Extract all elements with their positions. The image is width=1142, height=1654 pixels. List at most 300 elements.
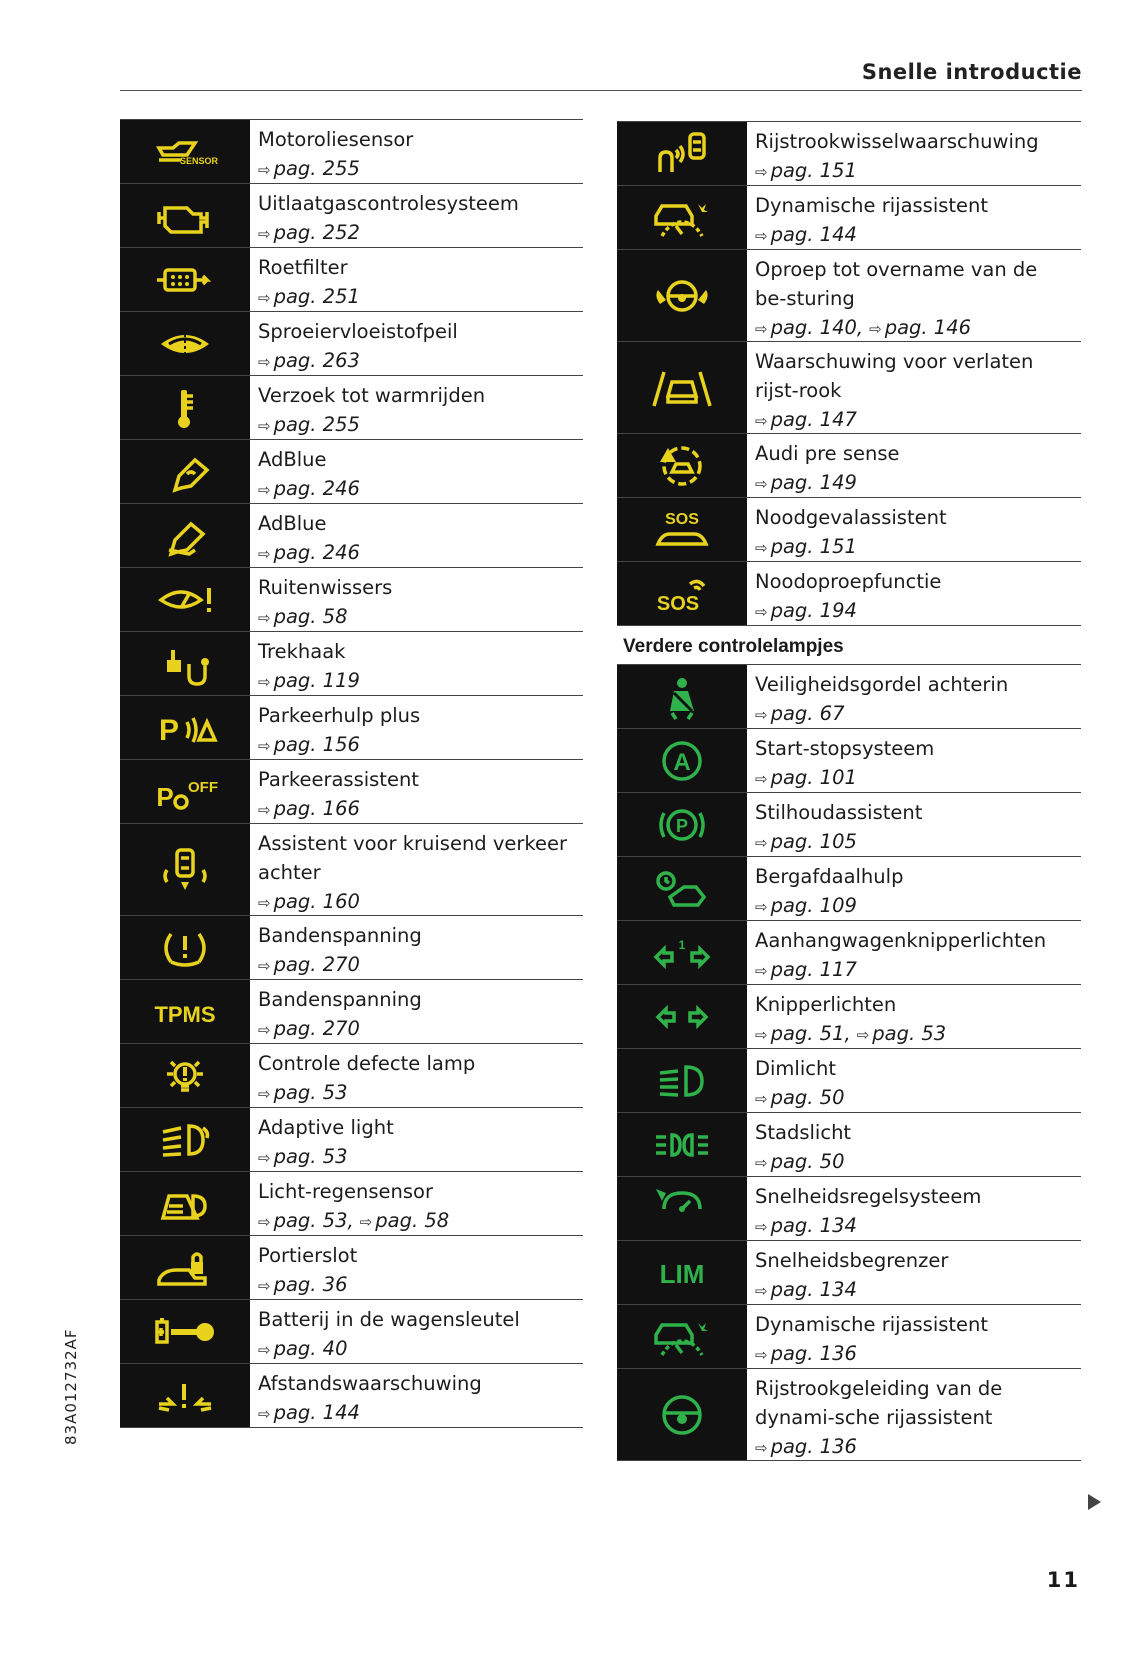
page-reference-link[interactable]: pag. 151	[770, 159, 857, 182]
indicator-label: AdBlue	[258, 512, 327, 535]
lane-guidance-icon	[617, 1369, 747, 1460]
reference-arrow-icon: ⇨	[755, 1346, 768, 1364]
indicator-entry	[120, 568, 583, 632]
wiper-warning-icon	[120, 568, 250, 631]
reference-arrow-icon: ⇨	[869, 320, 882, 338]
reference-arrow-icon: ⇨	[755, 603, 768, 621]
page-reference-link[interactable]: pag. 67	[770, 702, 845, 725]
reference-arrow-icon: ⇨	[755, 475, 768, 493]
indicator-label: AdBlue	[258, 448, 327, 471]
indicator-label: Afstandswaarschuwing	[258, 1372, 482, 1395]
indicator-entry	[617, 1241, 1081, 1305]
indicator-entry	[617, 562, 1081, 626]
page-reference[interactable]	[258, 730, 575, 761]
page-reference-link[interactable]: pag. 246	[273, 541, 360, 564]
indicator-label: Batterij in de wagensleutel	[258, 1308, 520, 1331]
reference-arrow-icon: ⇨	[258, 1213, 271, 1231]
page-reference-link[interactable]: pag. 144	[770, 223, 857, 246]
reference-arrow-icon: ⇨	[755, 1218, 768, 1236]
indicator-label: Adaptive light	[258, 1116, 394, 1139]
indicator-entry	[120, 1300, 583, 1364]
reference-arrow-icon: ⇨	[856, 1026, 870, 1044]
indicator-description	[250, 696, 583, 759]
page-reference[interactable]	[258, 1142, 575, 1173]
hold-assist-icon	[617, 793, 747, 856]
page-reference-link[interactable]: pag. 136	[770, 1435, 857, 1458]
svg-text:P: P	[675, 815, 689, 836]
indicator-entry	[617, 186, 1081, 250]
page-number: 11	[1046, 1568, 1080, 1592]
indicator-description	[747, 186, 1081, 249]
indicator-label: Dimlicht	[755, 1057, 836, 1080]
page-reference-link[interactable]: pag. 134	[770, 1214, 857, 1237]
page-reference[interactable]	[755, 532, 1073, 563]
indicator-label: Motoroliesensor	[258, 128, 414, 151]
page-reference-link[interactable]: pag. 50	[770, 1150, 845, 1173]
page-reference[interactable]	[258, 1398, 575, 1429]
page-reference[interactable]	[258, 538, 575, 569]
park-assistant-off-icon	[120, 760, 250, 823]
reference-arrow-icon: ⇨	[258, 417, 271, 435]
indicator-label: Dynamische rijassistent	[755, 1313, 989, 1336]
indicator-entry	[617, 434, 1081, 498]
reference-arrow-icon: ⇨	[755, 706, 768, 724]
reference-arrow-icon: ⇨	[258, 161, 271, 179]
section-heading: Verdere controlelampjes	[617, 626, 1081, 665]
page-reference-link[interactable]: pag. 144	[273, 1401, 360, 1424]
indicator-description	[250, 184, 583, 247]
lane-change-warning-icon	[617, 122, 747, 185]
page-reference-link[interactable]: pag. 53,	[273, 1209, 354, 1232]
indicator-description	[747, 1369, 1081, 1460]
indicator-description	[250, 1172, 583, 1235]
page-reference[interactable]	[258, 154, 575, 185]
indicator-description	[747, 1113, 1081, 1176]
indicator-description	[250, 1044, 583, 1107]
page-reference[interactable]	[258, 794, 575, 825]
dynamic-assist-icon	[617, 186, 747, 249]
page-reference[interactable]	[755, 763, 1073, 794]
reference-arrow-icon: ⇨	[755, 320, 768, 338]
reference-arrow-icon: ⇨	[755, 834, 768, 852]
indicator-description	[250, 376, 583, 439]
indicator-label: Snelheidsregelsysteem	[755, 1185, 982, 1208]
indicator-entry	[120, 248, 583, 312]
svg-text:A: A	[673, 748, 691, 776]
indicator-entry	[120, 1236, 583, 1300]
adblue-icon	[120, 440, 250, 503]
page-reference-link[interactable]: pag. 53	[273, 1145, 348, 1168]
page-reference[interactable]	[258, 474, 575, 505]
page-reference-link[interactable]: pag. 194	[770, 599, 857, 622]
page-reference[interactable]	[258, 218, 575, 249]
page-reference-link[interactable]: pag. 101	[770, 766, 857, 789]
reference-arrow-icon: ⇨	[755, 163, 768, 181]
page-reference[interactable]	[755, 891, 1073, 922]
indicator-label: Stilhoudassistent	[755, 801, 923, 824]
indicator-label: Parkeerhulp plus	[258, 704, 421, 727]
reference-arrow-icon: ⇨	[755, 227, 768, 245]
document-code: 83A012732AF	[62, 1328, 80, 1445]
indicator-entry	[120, 376, 583, 440]
indicator-label: Bandenspanning	[258, 924, 422, 947]
adaptive-light-icon	[120, 1108, 250, 1171]
page-reference-link[interactable]: pag. 255	[273, 157, 360, 180]
page-reference-link[interactable]: pag. 119	[273, 669, 360, 692]
page-reference[interactable]	[755, 955, 1073, 986]
indicator-entry	[120, 696, 583, 760]
indicator-entry	[120, 312, 583, 376]
reference-arrow-icon: ⇨	[258, 1277, 271, 1295]
indicator-entry	[617, 985, 1081, 1049]
svg-text:P: P	[156, 781, 174, 812]
page-reference-link[interactable]: pag. 53	[273, 1081, 348, 1104]
page-reference[interactable]	[755, 156, 1073, 187]
indicator-entry	[617, 921, 1081, 985]
page-reference-link[interactable]: pag. 58	[375, 1209, 450, 1232]
page-reference-link[interactable]: pag. 140,	[770, 316, 864, 339]
other-indicator-group	[617, 665, 1081, 1461]
page-reference[interactable]	[755, 1275, 1073, 1306]
indicator-label: Stadslicht	[755, 1121, 852, 1144]
reference-arrow-icon: ⇨	[359, 1213, 373, 1231]
indicator-description	[747, 250, 1081, 341]
indicator-description	[747, 562, 1081, 625]
reference-arrow-icon: ⇨	[258, 1021, 271, 1039]
page-reference[interactable]	[258, 950, 575, 981]
indicator-entry	[120, 504, 583, 568]
reference-arrow-icon: ⇨	[755, 1090, 768, 1108]
indicator-entry	[617, 1113, 1081, 1177]
reference-arrow-icon: ⇨	[258, 289, 271, 307]
indicator-description	[250, 248, 583, 311]
svg-text:LIM: LIM	[659, 1258, 705, 1289]
pre-sense-icon	[617, 434, 747, 497]
left-indicator-list	[120, 119, 583, 1428]
page-reference[interactable]	[755, 1083, 1073, 1114]
indicator-entry	[617, 1177, 1081, 1241]
indicator-label: Veiligheidsgordel achterin	[755, 673, 1009, 696]
indicator-label: Aanhangwagenknipperlichten	[755, 929, 1047, 952]
page-reference[interactable]	[258, 887, 575, 918]
page-reference-link[interactable]: pag. 246	[273, 477, 360, 500]
indicator-entry	[617, 1049, 1081, 1113]
page-reference-link[interactable]: pag. 117	[770, 958, 857, 981]
page-reference[interactable]	[258, 1014, 575, 1045]
page-reference-link[interactable]: pag. 147	[770, 408, 857, 431]
page-reference-link[interactable]: pag. 50	[770, 1086, 845, 1109]
indicator-description	[747, 498, 1081, 561]
reference-arrow-icon: ⇨	[258, 1341, 271, 1359]
page-reference[interactable]	[755, 313, 1073, 344]
indicator-description	[250, 568, 583, 631]
indicator-description	[250, 916, 583, 979]
indicator-entry	[120, 824, 583, 916]
indicator-description	[250, 312, 583, 375]
oil-sensor-icon	[120, 120, 250, 183]
trailer-turn-signal-icon	[617, 921, 747, 984]
page-reference[interactable]	[258, 1334, 575, 1365]
indicator-label: Uitlaatgascontrolesysteem	[258, 192, 519, 215]
reference-arrow-icon: ⇨	[258, 1149, 271, 1167]
reference-arrow-icon: ⇨	[258, 894, 271, 912]
indicator-label: Noodgevalassistent	[755, 506, 947, 529]
parking-light-icon	[617, 1113, 747, 1176]
indicator-entry	[120, 916, 583, 980]
page-reference-link[interactable]: pag. 134	[770, 1278, 857, 1301]
washer-fluid-icon	[120, 312, 250, 375]
indicator-label: Rijstrookwisselwaarschuwing	[755, 130, 1039, 153]
indicator-description	[250, 1236, 583, 1299]
indicator-description	[747, 665, 1081, 728]
indicator-entry	[617, 1369, 1081, 1461]
page-reference[interactable]	[755, 468, 1073, 499]
page-reference-link[interactable]: pag. 51,	[770, 1022, 851, 1045]
indicator-label: Oproep tot overname van de be-sturing	[755, 258, 1038, 310]
indicator-description	[747, 434, 1081, 497]
indicator-entry	[120, 184, 583, 248]
page-reference-link[interactable]: pag. 109	[770, 894, 857, 917]
page-reference[interactable]	[755, 699, 1073, 730]
indicator-entry	[617, 498, 1081, 562]
page-reference-link[interactable]: pag. 270	[273, 1017, 360, 1040]
indicator-entry	[617, 122, 1081, 186]
indicator-label: Parkeerassistent	[258, 768, 419, 791]
reference-arrow-icon: ⇨	[258, 545, 271, 563]
indicator-label: Assistent voor kruisend verkeer achter	[258, 832, 568, 884]
svg-text:SENSOR: SENSOR	[179, 155, 219, 166]
indicator-label: Knipperlichten	[755, 993, 897, 1016]
emergency-assist-icon	[617, 498, 747, 561]
page-reference-link[interactable]: pag. 270	[273, 953, 360, 976]
indicator-label: Ruitenwissers	[258, 576, 393, 599]
indicator-description	[747, 921, 1081, 984]
indicator-description	[747, 1241, 1081, 1304]
page-reference-link[interactable]: pag. 156	[273, 733, 360, 756]
indicator-description	[747, 857, 1081, 920]
indicator-entry	[120, 1172, 583, 1236]
emergency-call-icon	[617, 562, 747, 625]
indicator-entry	[120, 120, 583, 184]
rear-seatbelt-icon	[617, 665, 747, 728]
svg-text:TPMS: TPMS	[154, 1001, 216, 1027]
page-reference-link[interactable]: pag. 166	[273, 797, 360, 820]
page-reference-link[interactable]: pag. 252	[273, 221, 360, 244]
indicator-description	[747, 793, 1081, 856]
indicator-description	[250, 504, 583, 567]
indicator-description	[747, 1177, 1081, 1240]
reference-arrow-icon: ⇨	[258, 801, 271, 819]
svg-text:OFF: OFF	[188, 778, 218, 796]
adblue-service-icon	[120, 504, 250, 567]
indicator-entry	[120, 760, 583, 824]
tpms-icon	[120, 980, 250, 1043]
page-reference[interactable]	[258, 410, 575, 441]
indicator-label: Verzoek tot warmrijden	[258, 384, 486, 407]
indicator-description	[747, 729, 1081, 792]
particulate-filter-icon	[120, 248, 250, 311]
reference-arrow-icon: ⇨	[755, 1282, 768, 1300]
steering-takeover-icon	[617, 250, 747, 341]
reference-arrow-icon: ⇨	[258, 225, 271, 243]
page-reference[interactable]	[258, 1206, 575, 1237]
indicator-label: Portierslot	[258, 1244, 358, 1267]
indicator-entry	[617, 342, 1081, 434]
header-divider	[120, 90, 1082, 91]
reference-arrow-icon: ⇨	[755, 770, 768, 788]
page-header-title: Snelle introductie	[861, 60, 1082, 84]
page-reference[interactable]	[258, 602, 575, 633]
page-reference-link[interactable]: pag. 36	[273, 1273, 348, 1296]
indicator-label: Bandenspanning	[258, 988, 422, 1011]
indicator-label: Start-stopsysteem	[755, 737, 935, 760]
door-lock-icon	[120, 1236, 250, 1299]
page-reference-link[interactable]: pag. 160	[273, 890, 360, 913]
cruise-control-icon	[617, 1177, 747, 1240]
page-reference[interactable]	[258, 1270, 575, 1301]
reference-arrow-icon: ⇨	[755, 962, 768, 980]
page-reference[interactable]	[755, 220, 1073, 251]
indicator-label: Snelheidsbegrenzer	[755, 1249, 949, 1272]
indicator-entry	[120, 1108, 583, 1172]
lane-departure-icon	[617, 342, 747, 433]
start-stop-icon	[617, 729, 747, 792]
page-reference-link[interactable]: pag. 105	[770, 830, 857, 853]
indicator-entry	[617, 1305, 1081, 1369]
page-reference-link[interactable]: pag. 53	[872, 1022, 947, 1045]
tire-pressure-icon	[120, 916, 250, 979]
reference-arrow-icon: ⇨	[755, 1439, 768, 1457]
rear-cross-traffic-icon	[120, 824, 250, 915]
page-reference[interactable]	[258, 1078, 575, 1109]
indicator-label: Noodoproepfunctie	[755, 570, 942, 593]
hill-descent-icon	[617, 857, 747, 920]
indicator-description	[250, 1364, 583, 1427]
page-reference[interactable]	[755, 1339, 1073, 1370]
speed-limiter-icon	[617, 1241, 747, 1304]
reference-arrow-icon: ⇨	[258, 737, 271, 755]
park-assist-plus-icon	[120, 696, 250, 759]
reference-arrow-icon: ⇨	[755, 539, 768, 557]
svg-text:SOS: SOS	[656, 592, 700, 615]
indicator-entry	[617, 250, 1081, 342]
svg-text:1: 1	[678, 937, 686, 952]
reference-arrow-icon: ⇨	[258, 1405, 271, 1423]
indicator-description	[747, 342, 1081, 433]
page-reference[interactable]	[755, 1432, 1073, 1463]
indicator-description	[747, 1049, 1081, 1112]
page-reference-link[interactable]: pag. 149	[770, 471, 857, 494]
indicator-label: Controle defecte lamp	[258, 1052, 476, 1075]
assist-indicator-group	[617, 121, 1081, 626]
reference-arrow-icon: ⇨	[755, 1154, 768, 1172]
reference-arrow-icon: ⇨	[258, 353, 271, 371]
page-reference[interactable]	[258, 666, 575, 697]
page-reference[interactable]	[258, 346, 575, 377]
indicator-label: Sproeiervloeistofpeil	[258, 320, 458, 343]
low-beam-icon	[617, 1049, 747, 1112]
indicator-entry	[120, 1364, 583, 1428]
indicator-description	[747, 122, 1081, 185]
indicator-description	[250, 1300, 583, 1363]
reference-arrow-icon: ⇨	[755, 1026, 768, 1044]
page-reference[interactable]	[755, 1147, 1073, 1178]
reference-arrow-icon: ⇨	[258, 1085, 271, 1103]
indicator-description	[250, 120, 583, 183]
indicator-description	[250, 980, 583, 1043]
dynamic-assist-green-icon	[617, 1305, 747, 1368]
indicator-entry	[617, 729, 1081, 793]
indicator-entry	[617, 793, 1081, 857]
engine-icon	[120, 184, 250, 247]
continue-arrow-icon	[1088, 1494, 1101, 1510]
reference-arrow-icon: ⇨	[258, 481, 271, 499]
page-reference[interactable]	[258, 282, 575, 313]
towbar-icon	[120, 632, 250, 695]
page-reference[interactable]	[755, 1211, 1073, 1242]
reference-arrow-icon: ⇨	[258, 673, 271, 691]
page-reference-link[interactable]: pag. 151	[770, 535, 857, 558]
bulb-defect-icon	[120, 1044, 250, 1107]
indicator-entry	[120, 440, 583, 504]
indicator-label: Trekhaak	[258, 640, 346, 663]
page-reference-link[interactable]: pag. 136	[770, 1342, 857, 1365]
indicator-label: Licht-regensensor	[258, 1180, 433, 1203]
indicator-entry	[617, 857, 1081, 921]
indicator-description	[250, 1108, 583, 1171]
indicator-entry	[120, 980, 583, 1044]
reference-arrow-icon: ⇨	[258, 957, 271, 975]
indicator-entry	[120, 1044, 583, 1108]
indicator-label: Bergafdaalhulp	[755, 865, 904, 888]
page-reference-link[interactable]: pag. 263	[273, 349, 360, 372]
page-reference[interactable]	[755, 405, 1073, 436]
page-reference-link[interactable]: pag. 255	[273, 413, 360, 436]
right-indicator-list	[617, 121, 1081, 1461]
indicator-entry	[617, 665, 1081, 729]
indicator-entry	[120, 632, 583, 696]
distance-warning-icon	[120, 1364, 250, 1427]
indicator-label: Dynamische rijassistent	[755, 194, 989, 217]
page-reference[interactable]	[755, 1019, 1073, 1050]
indicator-label: Roetfilter	[258, 256, 348, 279]
indicator-description	[250, 632, 583, 695]
indicator-description	[747, 1305, 1081, 1368]
page-reference-link[interactable]: pag. 40	[273, 1337, 348, 1360]
reference-arrow-icon: ⇨	[755, 412, 768, 430]
thermometer-icon	[120, 376, 250, 439]
indicator-description	[250, 824, 583, 915]
reference-arrow-icon: ⇨	[755, 898, 768, 916]
indicator-label: Waarschuwing voor verlaten rijst-rook	[755, 350, 1034, 402]
page-reference-link[interactable]: pag. 58	[273, 605, 348, 628]
svg-text:P: P	[158, 713, 180, 747]
indicator-label: Rijstrookgeleiding van de dynami-sche rijassistent	[755, 1377, 1003, 1429]
page-reference[interactable]	[755, 827, 1073, 858]
page-reference-link[interactable]: pag. 251	[273, 285, 360, 308]
light-rain-sensor-icon	[120, 1172, 250, 1235]
page-reference-link[interactable]: pag. 146	[884, 316, 972, 339]
reference-arrow-icon: ⇨	[258, 609, 271, 627]
svg-text:SOS: SOS	[665, 510, 699, 528]
indicator-description	[250, 760, 583, 823]
page-reference[interactable]	[755, 596, 1073, 627]
indicator-description	[250, 440, 583, 503]
indicator-label: Audi pre sense	[755, 442, 900, 465]
indicator-description	[747, 985, 1081, 1048]
turn-signal-icon	[617, 985, 747, 1048]
key-battery-icon	[120, 1300, 250, 1363]
